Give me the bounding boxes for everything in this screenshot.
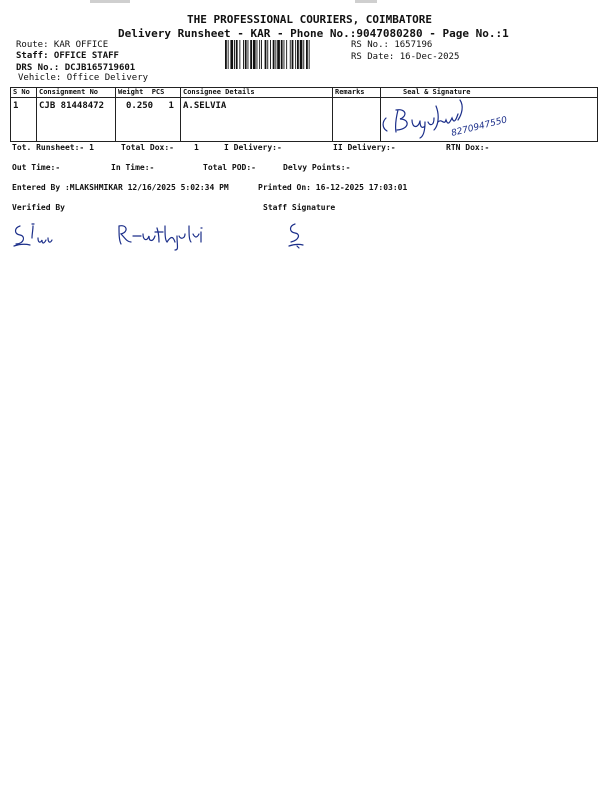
- rtn-dox-label: RTN Dox:-: [446, 143, 490, 152]
- delvy-points-label: Delvy Points:-: [283, 163, 351, 172]
- barcode-bar: [292, 40, 294, 69]
- verifier-signature-initials: [10, 220, 58, 250]
- barcode-bar: [228, 40, 229, 69]
- barcode-bar: [286, 40, 287, 69]
- out-time-label: Out Time:-: [12, 163, 61, 172]
- in-time-label: In Time:-: [111, 163, 155, 172]
- col-header-consignment: Consignment No: [37, 88, 116, 98]
- barcode-bar: [261, 40, 262, 69]
- col-header-remarks: Remarks: [333, 88, 381, 98]
- col-header-weight-pcs: Weight PCS: [116, 88, 181, 98]
- col-header-consignee: Consignee Details: [181, 88, 333, 98]
- barcode-bar: [295, 40, 296, 69]
- barcode-bar: [281, 40, 283, 69]
- rs-date: RS Date: 16-Dec-2025: [351, 52, 460, 62]
- barcode-bar: [290, 40, 291, 69]
- barcode-bar: [309, 40, 310, 69]
- barcode-bar: [243, 40, 244, 69]
- barcode-bar: [277, 40, 280, 69]
- drs-number: DRS No.: DCJB165719601: [16, 63, 136, 73]
- verifier-signature: [115, 220, 215, 252]
- barcode-bar: [303, 40, 304, 69]
- route-text: Route: KAR OFFICE: [16, 40, 109, 50]
- tot-runsheet: Tot. Runsheet:- 1: [12, 143, 94, 152]
- col-header-sno: S No: [11, 88, 37, 98]
- barcode-bar: [250, 40, 252, 69]
- barcode-bar: [253, 40, 256, 69]
- staff-text: Staff: OFFICE STAFF: [16, 51, 119, 61]
- cell-sno: 1: [11, 98, 37, 142]
- cell-remarks: [333, 98, 381, 142]
- cell-weight-pcs: [116, 98, 181, 142]
- company-title: THE PROFESSIONAL COURIERS, COIMBATORE: [187, 13, 433, 26]
- barcode-bar: [300, 40, 303, 69]
- staff-signature-label: Staff Signature: [263, 203, 336, 212]
- barcode-bar: [284, 40, 285, 69]
- barcode-bar: [267, 40, 268, 69]
- receiver-phone-note: 8270947550: [450, 115, 509, 139]
- entered-by: Entered By :MLAKSHMIKAR 12/16/2025 5:02:34 PM: [12, 183, 229, 192]
- barcode-bar: [225, 40, 227, 69]
- barcode-bar: [270, 40, 271, 69]
- vehicle-text: Vehicle: Office Delivery: [18, 73, 149, 83]
- cell-weight: 0.250: [126, 101, 154, 111]
- rs-number: RS No.: 1657196: [351, 40, 433, 50]
- barcode-bar: [236, 40, 238, 69]
- barcode-bar: [259, 40, 260, 69]
- ii-delivery-label: II Delivery:-: [333, 143, 396, 152]
- verified-by-label: Verified By: [12, 203, 65, 212]
- barcode-bar: [297, 40, 299, 69]
- barcode-image: [225, 40, 346, 69]
- barcode-bar: [239, 40, 240, 69]
- cell-pcs: 1: [168, 101, 174, 111]
- barcode-bar: [273, 40, 275, 69]
- runsheet-subtitle: Delivery Runsheet - KAR - Phone No.:9047080280 - Page No.:1: [118, 27, 509, 40]
- barcode-bar: [257, 40, 258, 69]
- barcode-bar: [265, 40, 267, 69]
- barcode-bar: [245, 40, 247, 69]
- col-header-seal: Seal & Signature: [381, 88, 598, 98]
- staff-signature: [283, 220, 313, 250]
- printed-on: Printed On: 16-12-2025 17:03:01: [258, 183, 408, 192]
- receiver-signature: [378, 96, 528, 141]
- total-dox-label: Total Dox:-: [121, 143, 174, 152]
- barcode-bar: [275, 40, 276, 69]
- barcode-bar: [234, 40, 235, 69]
- cell-consignment: CJB 81448472: [37, 98, 116, 142]
- top-edge-mark: [90, 0, 130, 3]
- cell-consignee: A.SELVIA: [181, 98, 333, 142]
- barcode-bar: [248, 40, 249, 69]
- top-edge-mark: [355, 0, 377, 3]
- i-delivery-label: I Delivery:-: [224, 143, 282, 152]
- barcode-bar: [306, 40, 308, 69]
- total-pod-label: Total POD:-: [203, 163, 256, 172]
- total-dox-value: 1: [194, 143, 199, 152]
- barcode-bar: [230, 40, 233, 69]
